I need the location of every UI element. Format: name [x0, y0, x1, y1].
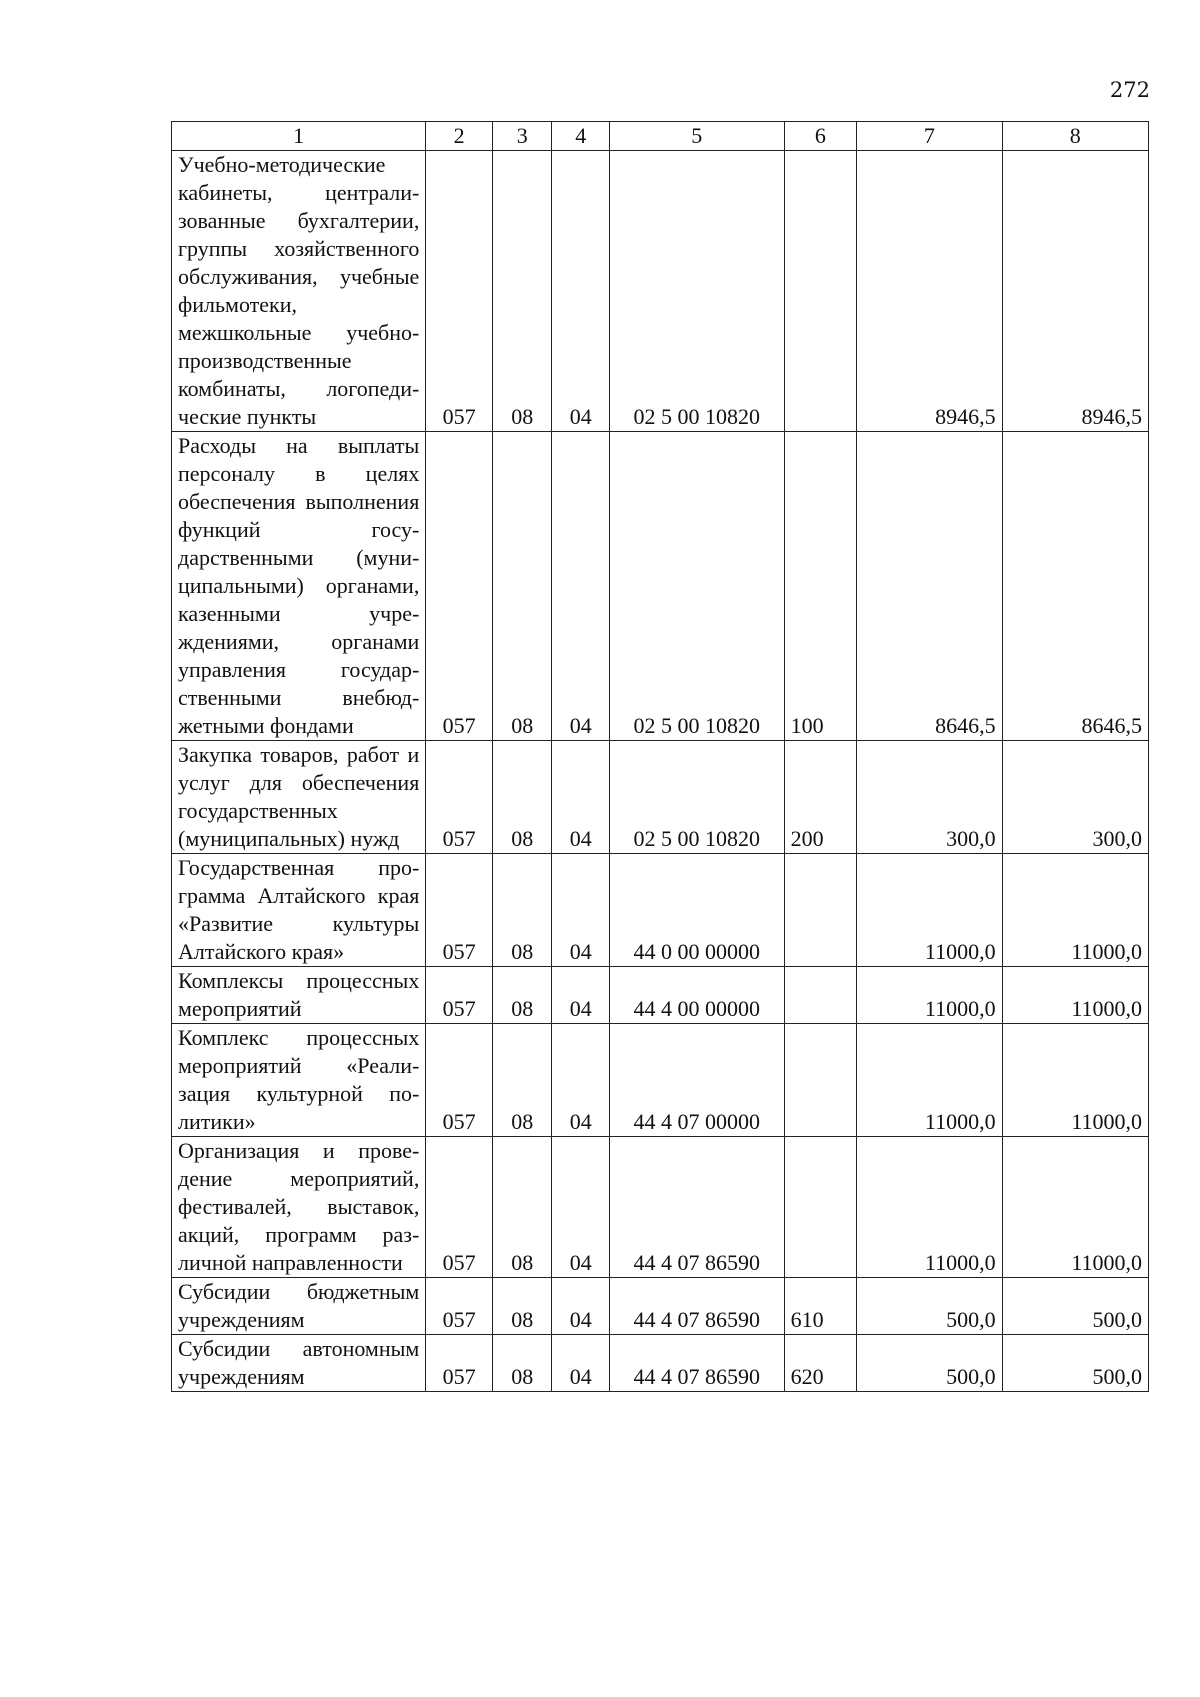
cell-amount-8: 11000,0	[1002, 854, 1148, 967]
cell-section: 08	[492, 741, 552, 854]
cell-section: 08	[492, 854, 552, 967]
cell-subsection: 04	[552, 1335, 610, 1392]
cell-section: 08	[492, 432, 552, 741]
cell-section: 08	[492, 1278, 552, 1335]
cell-amount-7: 500,0	[857, 1278, 1002, 1335]
cell-section: 08	[492, 967, 552, 1024]
column-header: 6	[784, 122, 857, 151]
cell-amount-8: 8646,5	[1002, 432, 1148, 741]
cell-ministry: 057	[426, 1137, 493, 1278]
cell-ministry: 057	[426, 151, 493, 432]
cell-amount-8: 11000,0	[1002, 1024, 1148, 1137]
cell-amount-7: 300,0	[857, 741, 1002, 854]
cell-amount-8: 11000,0	[1002, 1137, 1148, 1278]
cell-expense-type	[784, 854, 857, 967]
table-row	[172, 1137, 1149, 1278]
row-description: Комплексы процессных мероприятий	[172, 967, 426, 1024]
row-description: Субсидии бюджетным учреждениям	[172, 1278, 426, 1335]
cell-amount-8: 500,0	[1002, 1278, 1148, 1335]
header-row	[172, 122, 1149, 151]
row-description: Учебно-методические кабинеты, централизованные бухгалтерии, группы хозяйственного обслуживания, учебные фильмотеки, межшкольные учебно-производственные комбинаты, логопедические пункты	[172, 151, 426, 432]
cell-section: 08	[492, 1335, 552, 1392]
row-description: Закупка товаров, работ и услуг для обеспечения государственных (муниципальных) нужд	[172, 741, 426, 854]
cell-ministry: 057	[426, 1335, 493, 1392]
budget-table	[171, 121, 1149, 1392]
table-row	[172, 1335, 1149, 1392]
row-description: Организация и проведение мероприятий, фестивалей, выставок, акций, программ различной направленности	[172, 1137, 426, 1278]
column-header: 2	[426, 122, 493, 151]
cell-ministry: 057	[426, 1024, 493, 1137]
table-row	[172, 151, 1149, 432]
table-row	[172, 854, 1149, 967]
cell-expense-type: 200	[784, 741, 857, 854]
cell-amount-7: 11000,0	[857, 1024, 1002, 1137]
cell-amount-7: 11000,0	[857, 854, 1002, 967]
cell-subsection: 04	[552, 1278, 610, 1335]
table-row	[172, 741, 1149, 854]
table-row	[172, 967, 1149, 1024]
cell-subsection: 04	[552, 967, 610, 1024]
cell-expense-type	[784, 967, 857, 1024]
column-header: 3	[492, 122, 552, 151]
cell-section: 08	[492, 151, 552, 432]
cell-subsection: 04	[552, 1024, 610, 1137]
cell-target-article: 44 4 07 86590	[610, 1278, 785, 1335]
column-header: 7	[857, 122, 1002, 151]
row-description: Расходы на выплаты персоналу в целях обеспечения выполнения функций государственными (муниципальными) органами, казенными учреждениями, органами управления государственными внебюджетными фондами	[172, 432, 426, 741]
cell-target-article: 44 0 00 00000	[610, 854, 785, 967]
cell-amount-7: 11000,0	[857, 967, 1002, 1024]
cell-amount-7: 500,0	[857, 1335, 1002, 1392]
cell-expense-type: 100	[784, 432, 857, 741]
table-row	[172, 1278, 1149, 1335]
cell-target-article: 02 5 00 10820	[610, 741, 785, 854]
table-row	[172, 1024, 1149, 1137]
row-description: Комплекс процессных мероприятий «Реализация культурной политики»	[172, 1024, 426, 1137]
cell-ministry: 057	[426, 854, 493, 967]
cell-expense-type	[784, 1024, 857, 1137]
cell-target-article: 44 4 07 86590	[610, 1137, 785, 1278]
cell-subsection: 04	[552, 1137, 610, 1278]
cell-subsection: 04	[552, 854, 610, 967]
cell-target-article: 44 4 07 00000	[610, 1024, 785, 1137]
cell-expense-type	[784, 1137, 857, 1278]
page-number: 272	[1109, 78, 1150, 102]
cell-target-article: 02 5 00 10820	[610, 151, 785, 432]
row-description: Субсидии автономным учреждениям	[172, 1335, 426, 1392]
cell-expense-type: 610	[784, 1278, 857, 1335]
cell-amount-7: 8646,5	[857, 432, 1002, 741]
cell-subsection: 04	[552, 151, 610, 432]
column-header: 8	[1002, 122, 1148, 151]
cell-amount-8: 8946,5	[1002, 151, 1148, 432]
cell-target-article: 02 5 00 10820	[610, 432, 785, 741]
cell-subsection: 04	[552, 741, 610, 854]
cell-ministry: 057	[426, 741, 493, 854]
cell-section: 08	[492, 1137, 552, 1278]
cell-ministry: 057	[426, 967, 493, 1024]
table-row	[172, 432, 1149, 741]
cell-amount-7: 8946,5	[857, 151, 1002, 432]
cell-section: 08	[492, 1024, 552, 1137]
column-header: 1	[172, 122, 426, 151]
cell-target-article: 44 4 07 86590	[610, 1335, 785, 1392]
row-description: Государственная программа Алтайского края «Развитие культуры Алтайского края»	[172, 854, 426, 967]
cell-target-article: 44 4 00 00000	[610, 967, 785, 1024]
table-body	[172, 151, 1149, 1392]
column-header: 4	[552, 122, 610, 151]
cell-ministry: 057	[426, 432, 493, 741]
cell-expense-type: 620	[784, 1335, 857, 1392]
cell-amount-7: 11000,0	[857, 1137, 1002, 1278]
cell-expense-type	[784, 151, 857, 432]
cell-subsection: 04	[552, 432, 610, 741]
cell-amount-8: 300,0	[1002, 741, 1148, 854]
column-header: 5	[610, 122, 785, 151]
cell-ministry: 057	[426, 1278, 493, 1335]
cell-amount-8: 500,0	[1002, 1335, 1148, 1392]
cell-amount-8: 11000,0	[1002, 967, 1148, 1024]
